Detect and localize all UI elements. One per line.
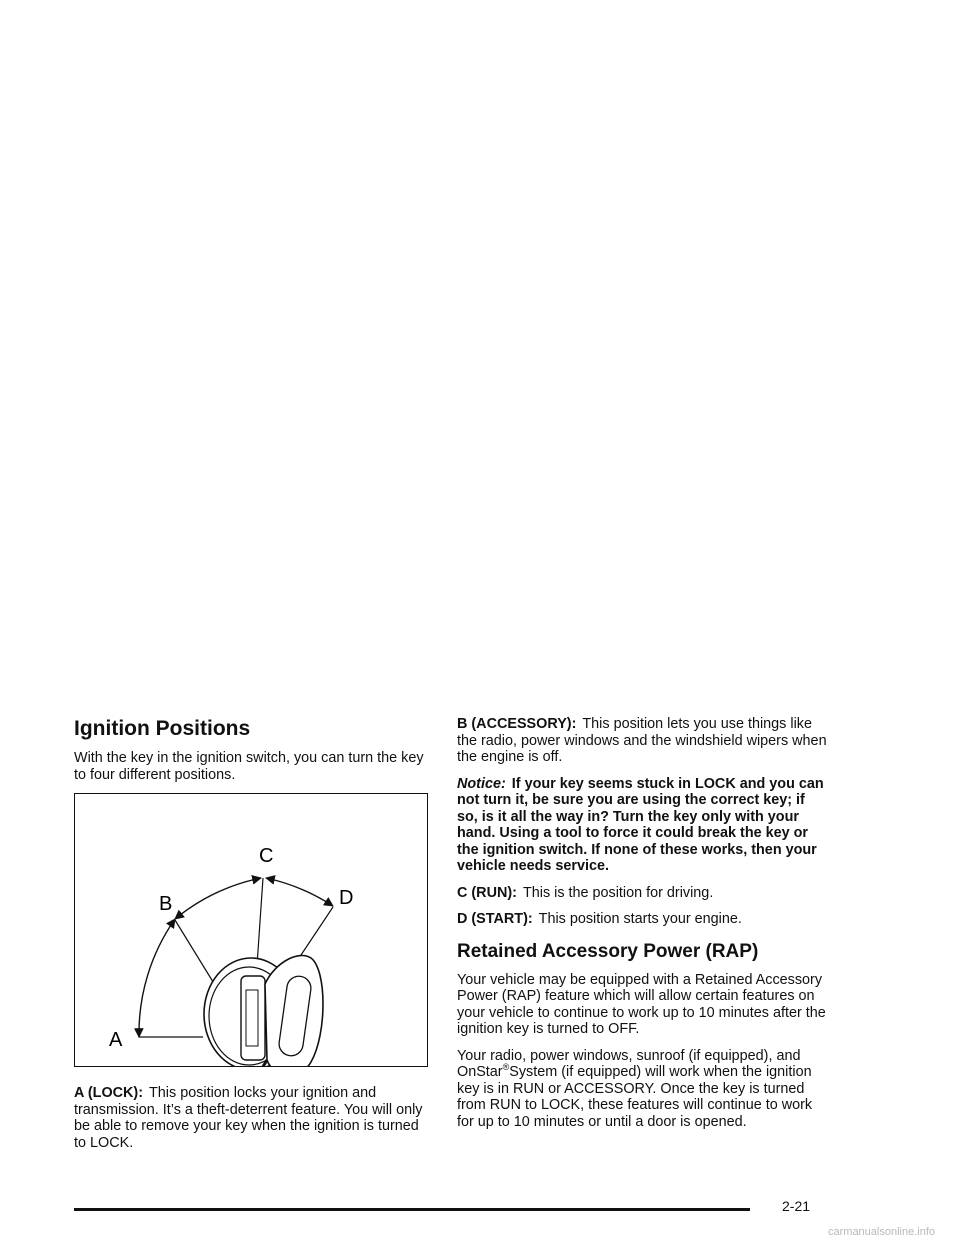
run-paragraph xyxy=(457,885,827,902)
accessory-paragraph xyxy=(457,716,827,766)
lock-paragraph xyxy=(74,1085,430,1151)
figure-label-d: D xyxy=(339,887,354,909)
figure-label-a: A xyxy=(109,1029,123,1051)
lock-text: This position locks your ignition and transmission. It’s a theft-deterrent feature. You will only be able to remove your key when the ignition is turned to LOCK. xyxy=(74,1085,423,1151)
arc-b-to-c xyxy=(175,878,261,919)
start-text: This position starts your engine. xyxy=(538,911,742,927)
accessory-term: B (ACCESSORY): xyxy=(457,716,577,732)
figure-label-b: B xyxy=(159,893,173,915)
key-head xyxy=(265,956,323,1066)
run-term: C (RUN): xyxy=(457,884,517,901)
notice-text: If your key seems stuck in LOCK and you can not turn it, be sure you are using the correct key; if so, is it all the way in? Turn the key only with your hand. Using a tool to force it could break the key or the ignition switch. If none of these works, then your vehicle needs service. xyxy=(457,775,824,874)
arc-a-to-b xyxy=(139,919,175,1037)
lock-term: A (LOCK): xyxy=(74,1085,144,1101)
notice-paragraph xyxy=(457,776,827,875)
notice-label: Notice: xyxy=(457,775,506,792)
watermark: carmanualsonline.info xyxy=(828,1226,936,1238)
registered-mark: ® xyxy=(502,1062,510,1073)
start-term: D (START): xyxy=(457,911,533,927)
arc-c-to-d xyxy=(266,878,333,906)
page-number: 2-21 xyxy=(782,1198,811,1214)
right-column xyxy=(457,716,827,1140)
leader-line-d xyxy=(299,907,333,958)
section-heading-rap: Retained Accessory Power (RAP) xyxy=(457,940,759,962)
intro-paragraph: With the key in the ignition switch, you can turn the key to four different positions. xyxy=(74,750,424,783)
section-heading-ignition-positions: Ignition Positions xyxy=(74,717,251,740)
ignition-positions-figure xyxy=(74,793,428,1067)
footer-rule xyxy=(74,1208,750,1211)
start-paragraph xyxy=(457,911,827,928)
leader-line-b xyxy=(175,920,218,990)
rap-paragraph-2-end: System (if equipped) will work when the ignition key is in RUN or ACCESSORY. Once the key is turned from RUN to LOCK, these features will continue to work for up to 10 minutes or until a door is opened. xyxy=(457,1064,813,1130)
figure-label-c: C xyxy=(259,845,274,867)
rap-paragraph-2-start: Your radio, power windows, sunroof (if equipped), and OnStar xyxy=(457,1047,801,1080)
rap-paragraph-2 xyxy=(457,1048,827,1131)
left-column xyxy=(74,716,430,1161)
run-text: This is the position for driving. xyxy=(522,884,714,901)
accessory-text: This position lets you use things like the radio, power windows and the windshield wipers when the engine is off. xyxy=(457,716,827,765)
rap-paragraph-1: Your vehicle may be equipped with a Retained Accessory Power (RAP) feature which will allow certain features on your vehicle to continue to work up to 10 minutes after the ignition key is turned to OFF. xyxy=(457,971,826,1037)
key-slot xyxy=(241,976,265,1060)
ignition-switch-illustration xyxy=(75,794,427,1066)
